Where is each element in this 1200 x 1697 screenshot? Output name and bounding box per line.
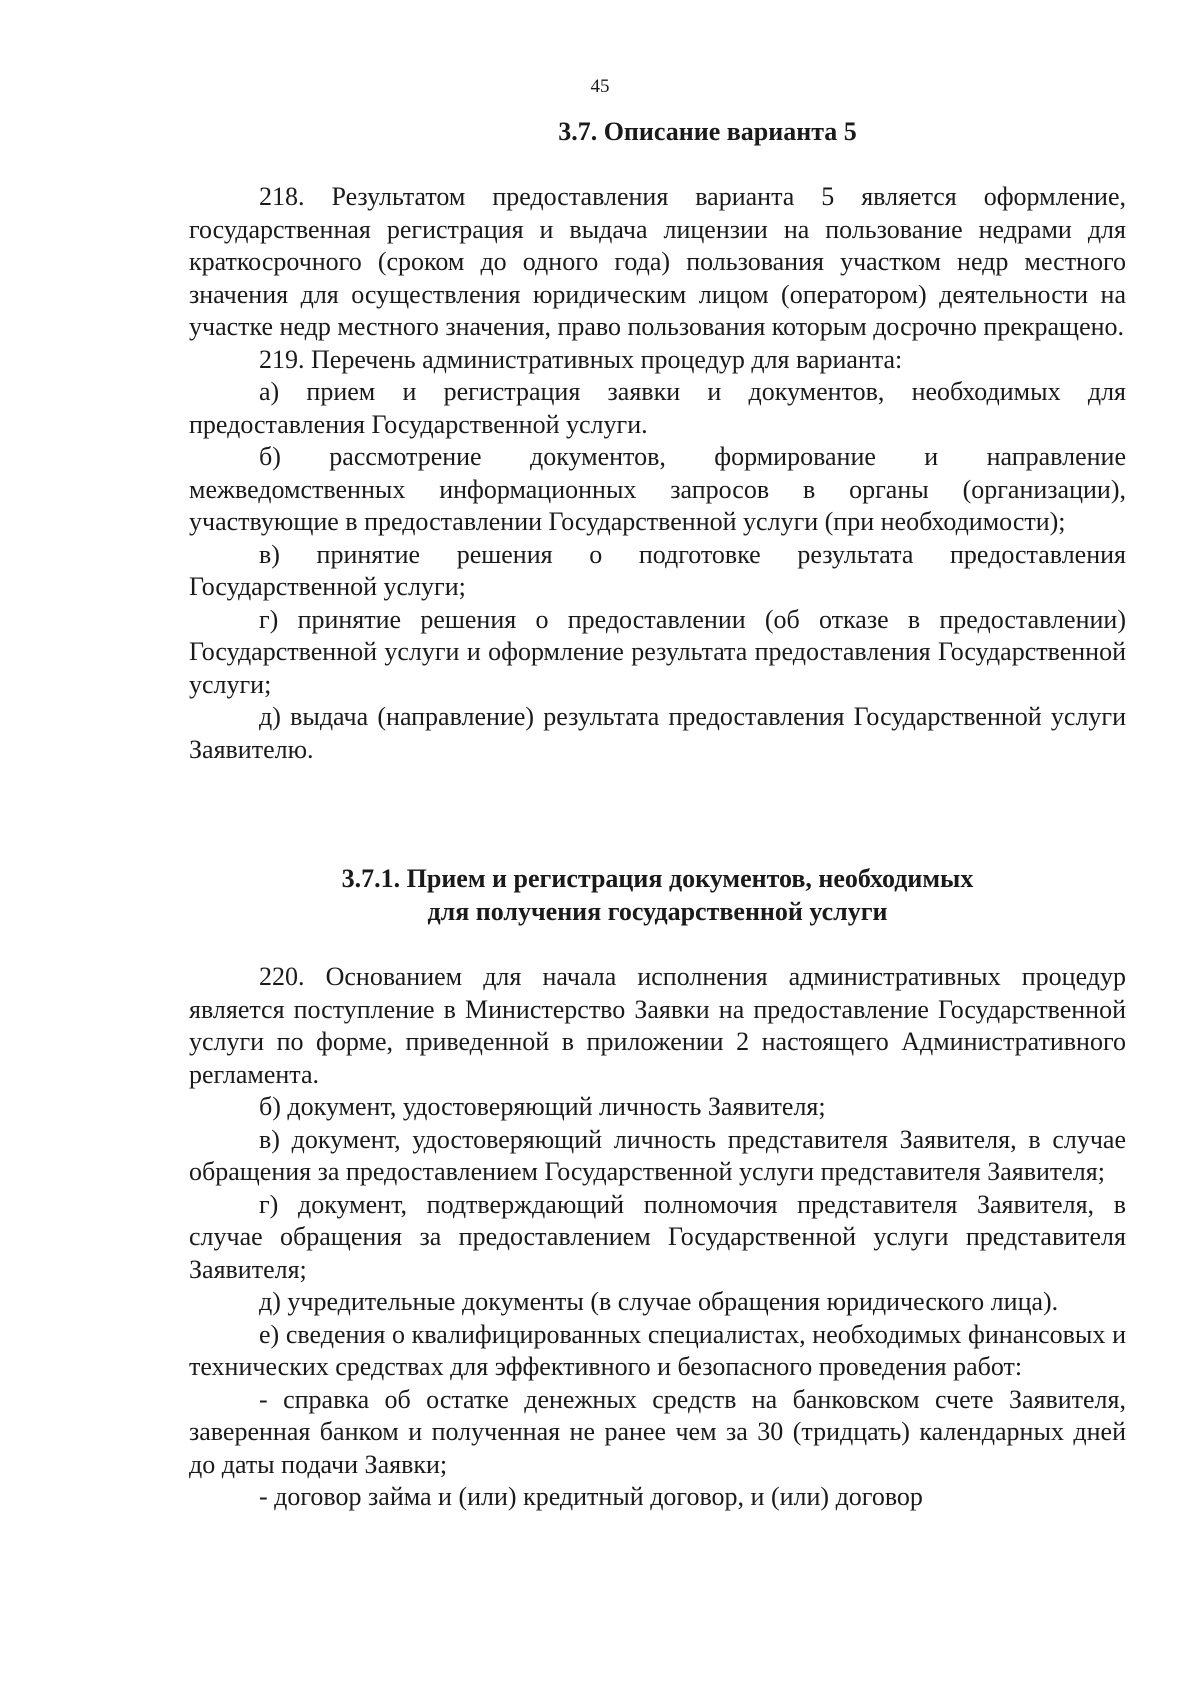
page-number: 45 bbox=[590, 76, 610, 97]
paragraph-220: 220. Основанием для начала исполнения административных процедур является поступление в Министерство Заявки на предоставление Государственной услуги по форме, приведенной в приложении 2 настоящего Административного регламента. bbox=[189, 962, 1126, 1089]
list-item-d: д) выдача (направление) результата предоставления Государственной услуги Заявителю. bbox=[189, 702, 1126, 764]
section-heading-block bbox=[189, 116, 1126, 149]
list-item-v2: в) документ, удостоверяющий личность представителя Заявителя, в случае обращения за предоставлением Государственной услуги представителя Заявителя; bbox=[189, 1124, 1126, 1186]
list-item-g: г) принятие решения о предоставлении (об отказе в предоставлении) Государственной услуги и оформление результата предоставления Государственной услуги; bbox=[189, 604, 1126, 699]
section-body bbox=[189, 181, 1126, 766]
list-item-b: б) рассмотрение документов, формирование и направление межведомственных информационных запросов в органы (организации), участвующие в предоставлении Государственной услуги (при необходимости); bbox=[189, 442, 1126, 536]
list-item-g2: г) документ, подтверждающий полномочия представителя Заявителя, в случае обращения за предоставлением Государственной услуги представителя Заявителя; bbox=[189, 1189, 1126, 1284]
dash-item-bank-statement: - справка об остатке денежных средств на банковском счете Заявителя, заверенная банком и полученная не ранее чем за 30 (тридцать) календарных дней до даты подачи Заявки; bbox=[189, 1384, 1126, 1479]
paragraph-218: 218. Результатом предоставления варианта 5 является оформление, государственная регистрация и выдача лицензии на пользование недрами для краткосрочного (сроком до одного года) пользования участком недр местного значения для осуществления юридическим лицом (оператором) деятельности на участке недр местного значения, право пользования которым досрочно прекращено. bbox=[189, 182, 1126, 341]
section-heading: 3.7. Описание варианта 5 bbox=[558, 117, 857, 146]
subsection-heading-line1: 3.7.1. Прием и регистрация документов, необходимых bbox=[341, 864, 974, 893]
list-item-d2: д) учредительные документы (в случае обращения юридического лица). bbox=[259, 1287, 1059, 1316]
list-item-v: в) принятие решения о подготовке результата предоставления Государственной услуги; bbox=[189, 539, 1126, 601]
subsection-heading-block bbox=[189, 863, 1126, 928]
list-item-a: а) прием и регистрация заявки и документов, необходимых для предоставления Государственной услуги. bbox=[189, 377, 1126, 439]
list-item-e2: е) сведения о квалифицированных специалистах, необходимых финансовых и технических средствах для эффективного и безопасного проведения работ: bbox=[189, 1319, 1126, 1381]
subsection-heading-line2: для получения государственной услуги bbox=[427, 896, 888, 926]
dash-item-loan-agreement: - договор займа и (или) кредитный договор, и (или) договор bbox=[259, 1482, 923, 1511]
subsection-body bbox=[189, 961, 1126, 1514]
paragraph-219: 219. Перечень административных процедур для варианта: bbox=[259, 344, 903, 374]
list-item-b2: б) документ, удостоверяющий личность Заявителя; bbox=[259, 1092, 826, 1121]
